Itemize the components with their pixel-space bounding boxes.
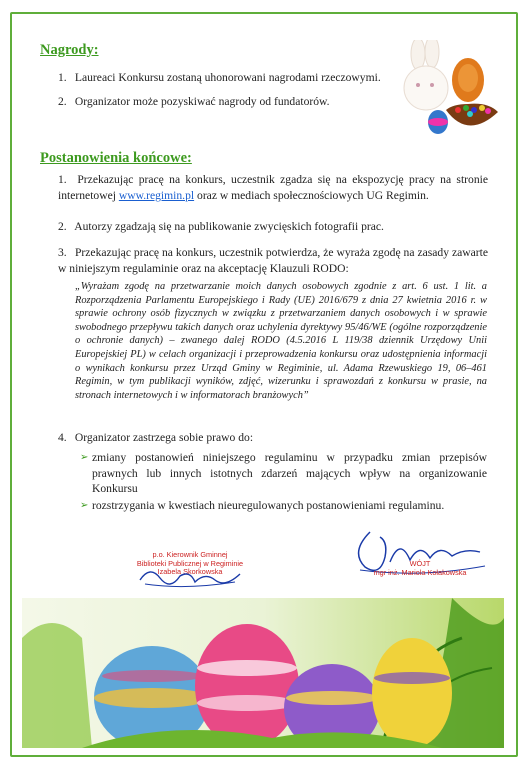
stamp-right: WÓJT mgr inż. Mariola Kołakowska (373, 559, 467, 577)
list-item: 2. Organizator może pozyskiwać nagrody od fundatorów. (58, 95, 330, 108)
bullet-icon: ➢ (80, 452, 89, 463)
bullet-icon: ➢ (80, 500, 89, 511)
website-link[interactable]: www.regimin.pl (118, 189, 195, 202)
sub-list-item: zmiany postanowień niniejszego regulaminu w przypadku zmian przepisów prawnych lub innych istotnych zdarzeń mających wpływ na organizowanie Konkursu (92, 451, 487, 496)
easter-bunny-illustration (398, 40, 513, 140)
easter-eggs-illustration (22, 598, 504, 748)
section-heading-nagrody: Nagrody: (40, 42, 99, 58)
section-heading-postanowienia: Postanowienia końcowe: (40, 150, 192, 166)
stamp-left: p.o. Kierownik Gminnej Biblioteki Publicznej w Regiminie Izabela Skorkowska (136, 550, 244, 576)
list-item: 1. Laureaci Konkursu zostaną uhonorowani nagrodami rzeczowymi. (58, 71, 381, 84)
list-item: 2. Autorzy zgadzają się na publikowanie zwycięskich fotografii prac. (58, 220, 384, 233)
list-item: 1. Przekazując pracę na konkurs, uczestnik zgadza się na ekspozycję pracy na stronie internetowej www.regimin.pl oraz w mediach społecznościowych UG Regimin. (58, 173, 488, 202)
list-item: 4. Organizator zastrzega sobie prawo do: (58, 431, 254, 444)
signature-left (135, 560, 245, 590)
sub-list-item: rozstrzygania w kwestiach nieuregulowanych postanowieniami regulaminu. (92, 499, 445, 512)
list-item: 3. Przekazując pracę na konkurs, uczestnik potwierdza, że wyraża zgodę na zasady zawarte w niniejszym regulaminie oraz na akceptację Klauzuli RODO: (58, 246, 488, 275)
rodo-clause: „Wyrażam zgodę na przetwarzanie moich danych osobowych zgodnie z art. 6 ust. 1 lit. a Rozporządzenia Parlamentu Europejskiego i Rady (UE) 2016/679 z dnia 27 kwietnia 2016 r. w sprawie ochrony osób fizycznych w związku z przetwarzaniem danych osobowych i w sprawie swobodnego przepływu takich danych oraz uchylenia dyrektywy 95/46/WE (ogólne rozporządzenie o ochronie danych) – zwanego dalej RODO (4.5.2016 L 119/38 dziennik Urzędowy Unii Europejskiej PL) w celach organizacji i przeprowadzenia konkursu oraz udostępnienia informacji o wynikach konkursu przez Urząd Gminy w Regiminie, ul. Adama Rzewuskiego 19, 06–461 Regimin, w tym publikacji wyników, zdjęć, wizerunku i sprawozdań z konkursu w prasie, na stronach internetowych i w informatorach branżowych” (75, 281, 487, 401)
